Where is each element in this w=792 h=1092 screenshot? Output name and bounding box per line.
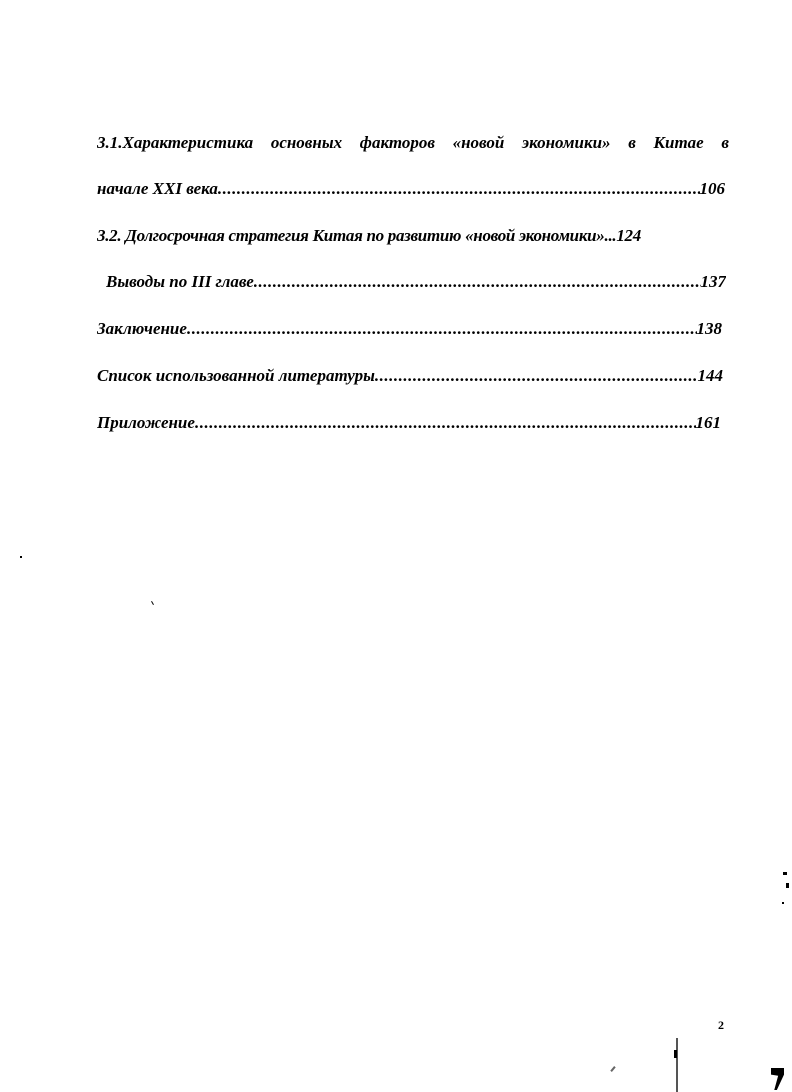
page-number: 2 [718, 1018, 724, 1032]
dot-leader [254, 272, 701, 292]
scan-streak [676, 1038, 678, 1092]
dot-leader [375, 366, 698, 386]
toc-entry-3-1-continuation [97, 179, 725, 199]
scan-speck [674, 1050, 677, 1058]
scan-speck [20, 556, 22, 558]
toc-entry-text: начале XXI века [97, 179, 218, 198]
toc-page-number: 144 [697, 366, 723, 385]
toc-entry-3-2 [97, 226, 729, 246]
toc-entry-text: 3.1.Характеристика основных факторов «новой экономики» в Китае в [97, 133, 729, 152]
toc-entry-text: Приложение [97, 413, 195, 432]
toc-entry-bibliography [97, 366, 723, 386]
toc-page-number: 161 [695, 413, 721, 432]
toc-entry-conclusions-ch3 [106, 272, 726, 292]
scan-speck [783, 872, 787, 875]
toc-entry-text: Список использованной литературы [97, 366, 375, 385]
toc-entry-text: Выводы по III главе [106, 272, 254, 291]
toc-page-number: 137 [700, 272, 726, 291]
dot-leader [195, 413, 696, 433]
toc-page-number: 106 [699, 179, 725, 198]
toc-entry-text: 3.2. Долгосрочная стратегия Китая по развитию «новой экономики»...124 [97, 226, 641, 245]
toc-entry-appendix [97, 413, 721, 433]
dot-leader [218, 179, 700, 199]
toc-entry-text: Заключение [97, 319, 187, 338]
toc-entry-conclusion [97, 319, 722, 339]
toc-entry-3-1-title [97, 133, 729, 153]
toc-page-number: 138 [696, 319, 722, 338]
dot-leader [187, 319, 697, 339]
scan-speck [782, 902, 784, 904]
scan-speck [786, 883, 789, 888]
